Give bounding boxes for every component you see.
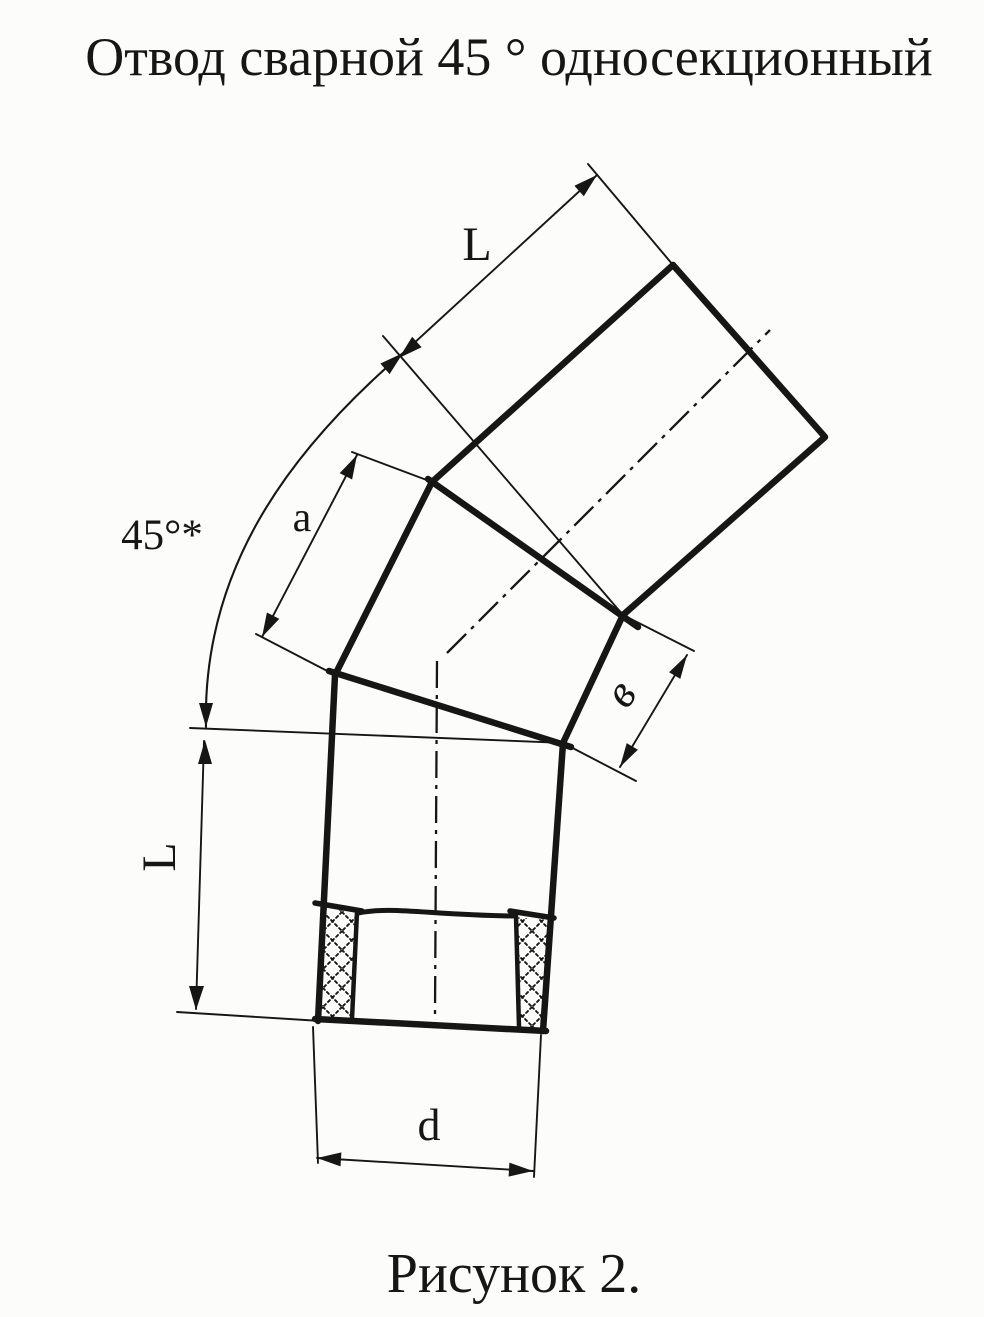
arrowhead-lower-L-bottom — [189, 986, 204, 1010]
label-diameter: d — [417, 1099, 441, 1150]
arrowhead-d-left — [317, 1152, 341, 1166]
label-lower-length: L — [133, 842, 186, 872]
arrowhead-a-top — [340, 455, 357, 480]
ext-line-upper-end — [588, 164, 673, 265]
lower-pipe-bottom-edge — [315, 1019, 546, 1031]
ext-line-a-bottom — [256, 634, 335, 675]
arrowhead-d-right — [509, 1163, 533, 1177]
dim-line-a — [262, 455, 357, 637]
label-segment-side: a — [292, 495, 312, 541]
arrowhead-arc-bottom — [199, 703, 213, 727]
arrowhead-v-bottom — [620, 743, 638, 767]
left-sleeve-crosshatch — [318, 907, 355, 1019]
upper-pipe-end-and-right-edge — [623, 265, 825, 615]
label-bend-angle: 45°* — [121, 512, 203, 559]
arrowhead-a-bottom — [262, 613, 279, 638]
lower-pipe-right-edge — [543, 743, 563, 1031]
label-upper-length: L — [462, 218, 492, 271]
ext-line-v-top — [623, 615, 694, 651]
dim-line-d — [317, 1158, 533, 1171]
ext-line-d-right — [534, 1035, 541, 1177]
figure-caption: Рисунок 2. — [386, 1243, 642, 1305]
label-segment-edge: в — [593, 670, 647, 716]
ext-line-weld-plane — [383, 336, 623, 615]
ext-line-lower-bottom — [177, 1012, 321, 1021]
arrowhead-lower-L-top — [198, 740, 212, 764]
upper-pipe-left-edge — [432, 265, 673, 482]
dim-line-lower-L — [196, 741, 204, 1009]
ext-line-a-top — [352, 452, 432, 482]
arrowhead-v-top — [669, 655, 687, 679]
middle-segment-left-edge — [335, 482, 432, 675]
centerline-lower-pipe — [435, 661, 437, 1014]
ext-line-d-left — [313, 1027, 318, 1163]
drawing-title: Отвод сварной 45 ° односекционный — [85, 27, 933, 87]
weld-seam-top — [428, 479, 638, 627]
dim-line-upper-L — [400, 175, 597, 356]
